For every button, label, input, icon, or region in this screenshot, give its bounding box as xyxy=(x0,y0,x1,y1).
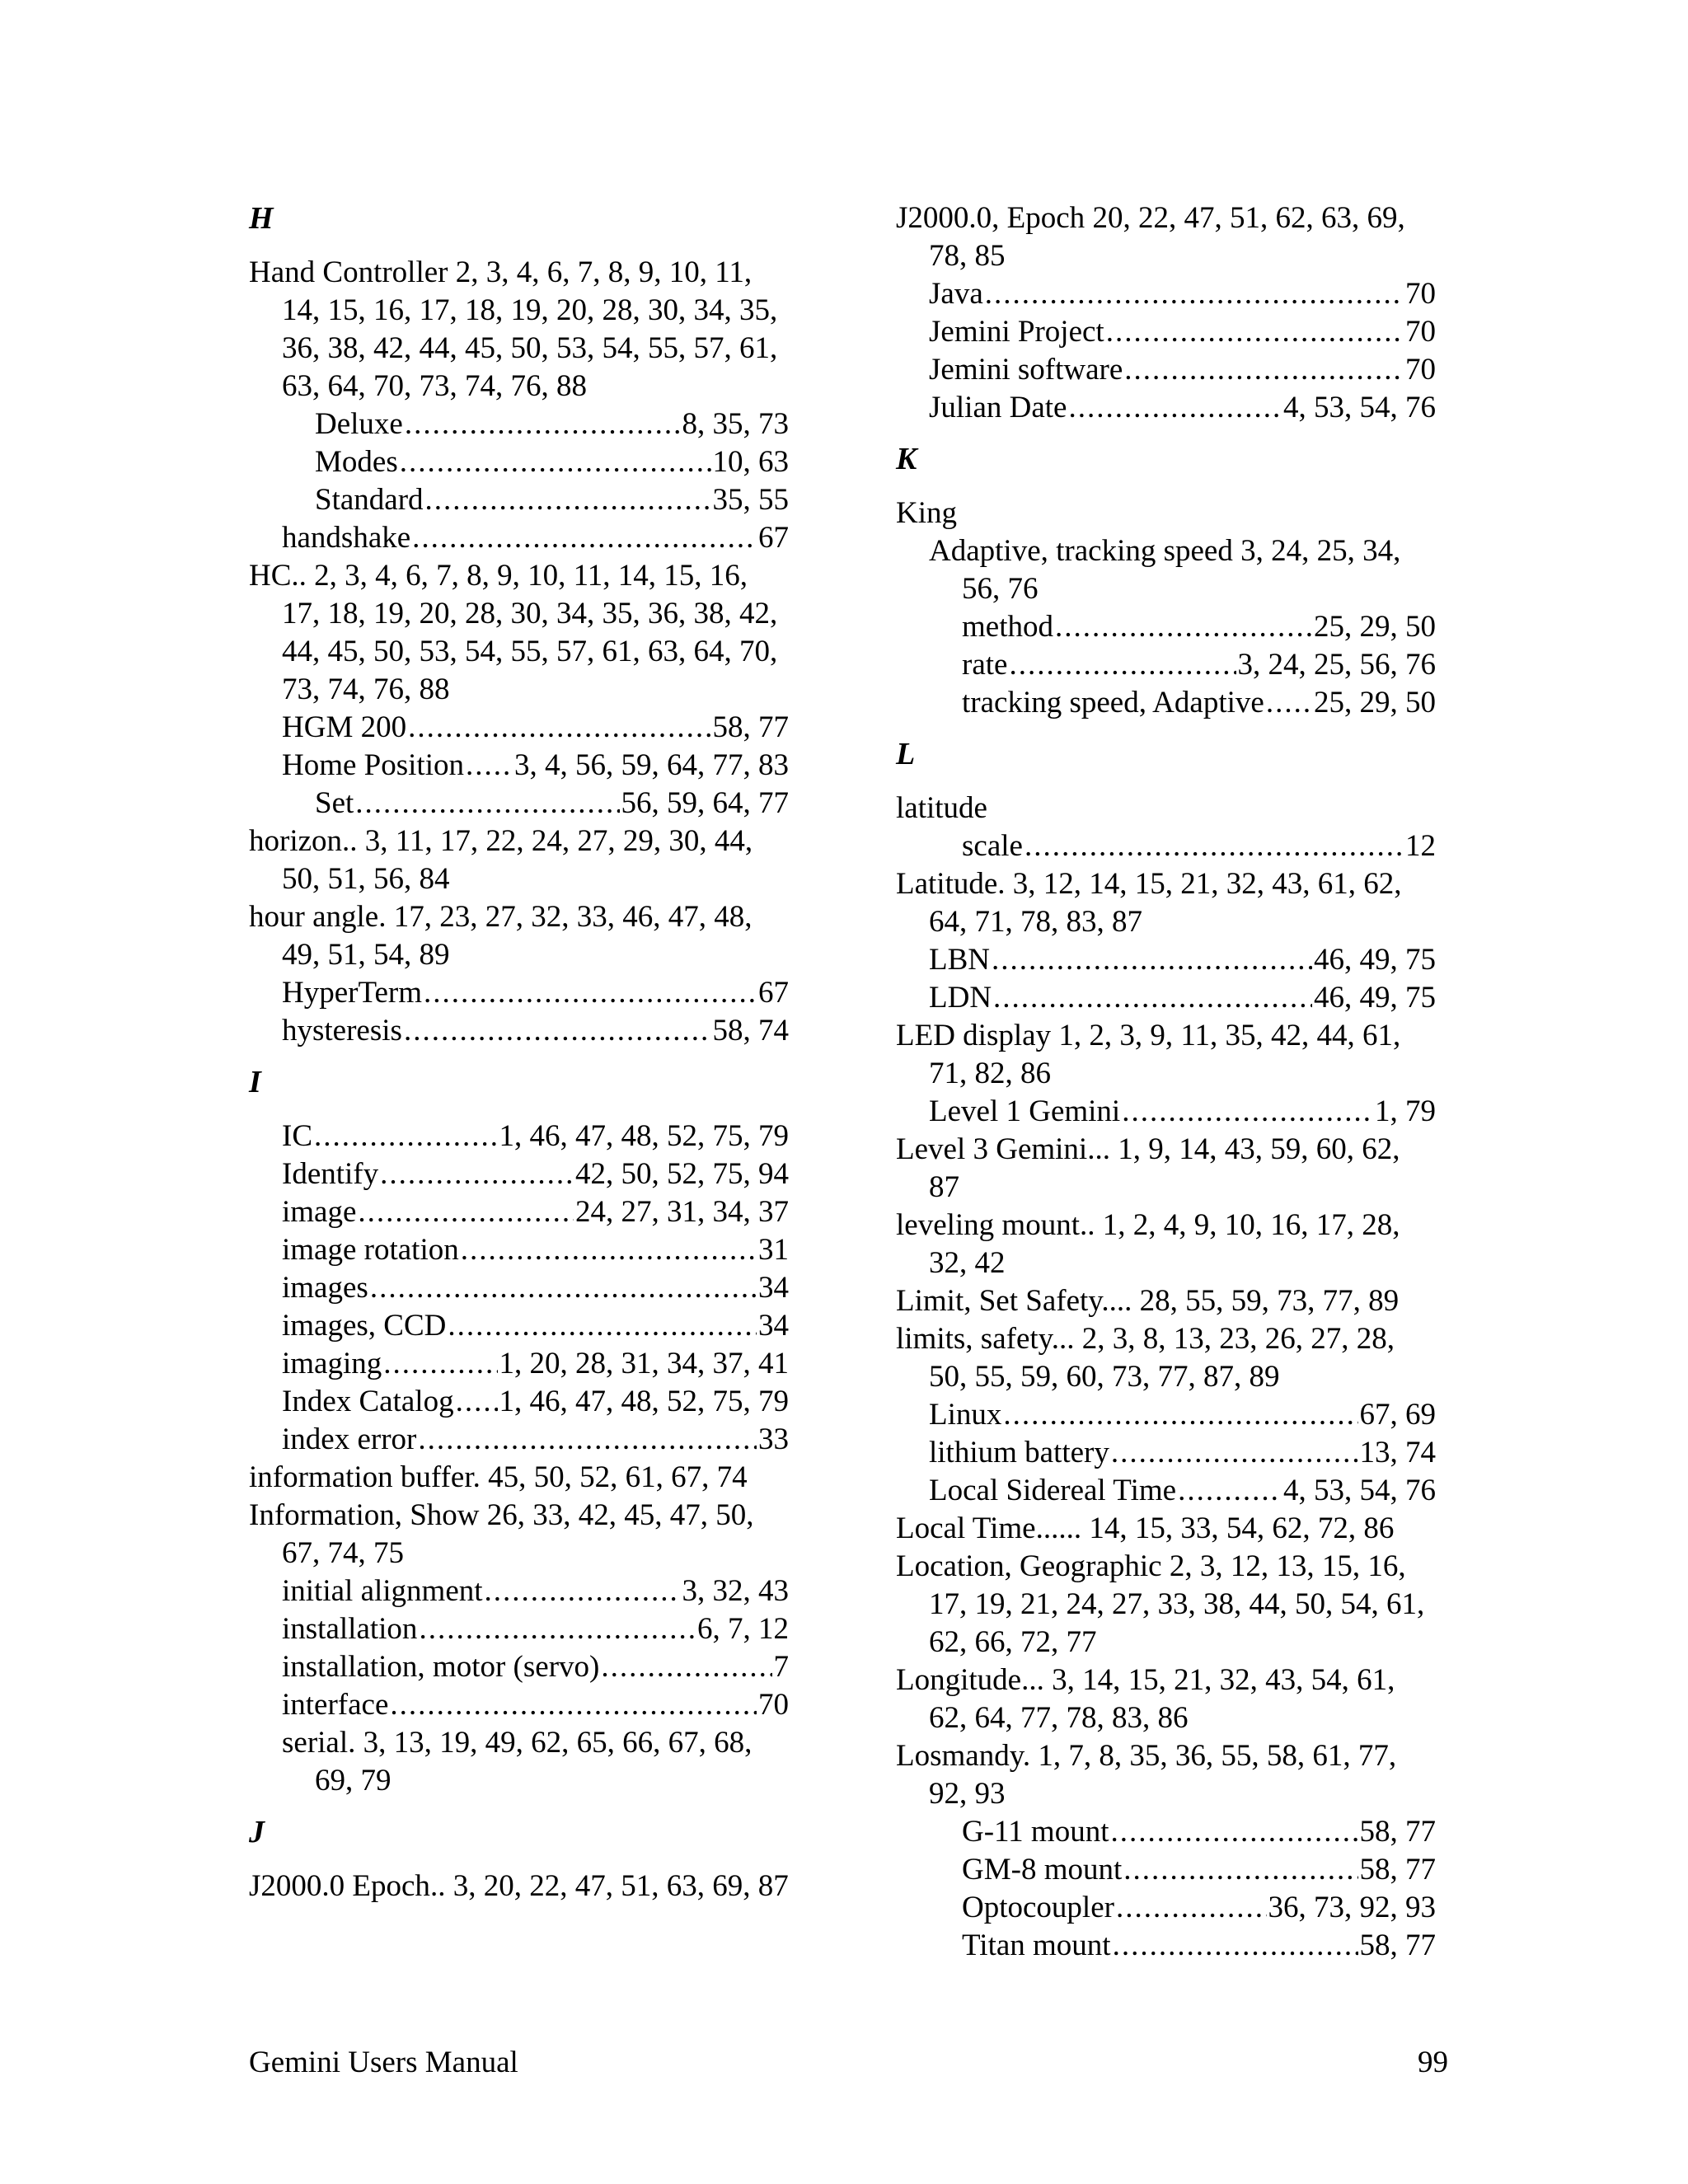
index-entry xyxy=(896,1661,1436,1737)
dot-leader xyxy=(1003,1396,1357,1434)
index-letter-heading: L xyxy=(896,737,916,771)
index-page-refs: 3, 24, 25, 56, 76 xyxy=(1237,648,1436,682)
index-page-refs: 70 xyxy=(1405,277,1436,311)
index-entry xyxy=(896,1737,1436,1813)
index-page-refs: 4, 53, 54, 76 xyxy=(1283,1474,1436,1507)
index-page-refs: 67 xyxy=(758,521,789,555)
dot-leader xyxy=(1116,1889,1267,1927)
index-entry xyxy=(896,1320,1436,1396)
index-term: leveling mount xyxy=(896,1208,1080,1242)
index-term: HyperTerm xyxy=(282,976,423,1010)
footer-page-number: 99 xyxy=(1418,2046,1448,2079)
index-term: HC xyxy=(249,559,292,593)
index-entry xyxy=(249,1012,789,1050)
index-entry xyxy=(896,351,1436,389)
index-entry xyxy=(896,1510,1436,1548)
index-term: Home Position xyxy=(282,748,464,782)
dot-leader xyxy=(448,1307,757,1345)
index-entry xyxy=(249,974,789,1012)
index-entry xyxy=(249,1307,789,1345)
index-page-refs: ...... 14, 15, 33, 54, 62, 72, 86 xyxy=(1035,1511,1395,1545)
index-page-refs: 1, 46, 47, 48, 52, 75, 79 xyxy=(499,1119,789,1153)
index-term: Location, Geographic xyxy=(896,1549,1162,1583)
dot-leader xyxy=(390,1686,757,1724)
index-page-refs: 10, 63 xyxy=(712,445,789,479)
index-entry xyxy=(896,646,1436,684)
index-letter-heading: I xyxy=(249,1065,261,1099)
index-term: method xyxy=(962,610,1053,644)
dot-leader xyxy=(485,1572,681,1610)
index-term: latitude xyxy=(896,791,987,825)
dot-leader xyxy=(1266,684,1312,722)
index-page-refs: 46, 49, 75 xyxy=(1314,943,1436,977)
index-term: serial xyxy=(282,1726,349,1760)
index-page-refs: 8, 35, 73 xyxy=(682,407,789,441)
dot-leader xyxy=(400,443,711,481)
index-entry xyxy=(896,1548,1436,1661)
index-entry xyxy=(896,313,1436,351)
dot-leader xyxy=(601,1648,771,1686)
index-page-refs: 34 xyxy=(758,1309,789,1343)
index-term: LDN xyxy=(929,981,992,1015)
index-term: hour angle xyxy=(249,900,379,934)
dot-leader xyxy=(1009,646,1236,684)
index-entry xyxy=(249,1231,789,1269)
index-entry xyxy=(249,1724,789,1800)
index-page-refs: 1, 2, 3, 9, 11, 35, 42, 44, 61, 71, 82, 86 xyxy=(929,1019,1401,1090)
index-entry xyxy=(249,254,789,405)
index-term: J2000.0, Epoch xyxy=(896,201,1085,235)
index-page-refs: . 45, 50, 52, 61, 67, 74 xyxy=(472,1460,748,1494)
dot-leader xyxy=(1123,1851,1357,1889)
index-term: Titan mount xyxy=(962,1929,1111,1962)
index-page-refs: .. 3, 11, 17, 22, 24, 27, 29, 30, 44, 50, 51, 56, 84 xyxy=(282,824,753,896)
dot-leader xyxy=(1055,608,1312,646)
index-entry xyxy=(249,898,789,974)
index-entry xyxy=(896,1472,1436,1510)
dot-leader xyxy=(425,481,711,519)
index-entry xyxy=(896,1282,1436,1320)
index-term: information buffer xyxy=(249,1460,473,1494)
index-term: Julian Date xyxy=(929,391,1067,424)
index-letter-heading: J xyxy=(249,1815,265,1849)
index-entry xyxy=(249,1421,789,1459)
index-letter-heading: H xyxy=(249,201,274,236)
dot-leader xyxy=(418,1421,757,1459)
index-page-refs: 4, 53, 54, 76 xyxy=(1283,391,1436,424)
index-term: Index Catalog xyxy=(282,1385,454,1418)
index-page-refs: 25, 29, 50 xyxy=(1314,610,1436,644)
index-entry xyxy=(249,1269,789,1307)
index-page-refs: 67, 69 xyxy=(1359,1398,1436,1432)
index-term: lithium battery xyxy=(929,1436,1109,1469)
index-page-refs: 42, 50, 52, 75, 94 xyxy=(575,1157,789,1191)
index-page-refs: ... 1, 9, 14, 43, 59, 60, 62, 87 xyxy=(929,1132,1400,1204)
index-page-refs: 58, 77 xyxy=(1359,1929,1436,1962)
index-page-refs: 58, 77 xyxy=(712,710,789,744)
index-entry xyxy=(896,199,1436,275)
index-entry xyxy=(249,481,789,519)
index-page-refs: .... 28, 55, 59, 73, 77, 89 xyxy=(1101,1284,1400,1318)
dot-leader xyxy=(412,519,757,557)
dot-leader xyxy=(1111,1434,1358,1472)
index-term: Java xyxy=(929,277,983,311)
index-page-refs: 3, 24, 25, 34, 56, 76 xyxy=(962,534,1401,606)
dot-leader xyxy=(1025,827,1404,865)
dot-leader xyxy=(404,1012,711,1050)
index-entry xyxy=(896,532,1436,608)
index-term: handshake xyxy=(282,521,411,555)
index-term: GM-8 mount xyxy=(962,1853,1123,1886)
index-term: installation, motor (servo) xyxy=(282,1650,600,1684)
index-term: Longitude xyxy=(896,1663,1022,1697)
index-page-refs: ... 3, 14, 15, 21, 32, 43, 54, 61, 62, 64, 77, 78, 83, 86 xyxy=(929,1663,1395,1735)
index-term: IC xyxy=(282,1119,312,1153)
index-entry xyxy=(896,941,1436,979)
index-page-refs: 58, 77 xyxy=(1359,1815,1436,1849)
dot-leader xyxy=(456,1383,498,1421)
index-page-refs: 26, 33, 42, 45, 47, 50, 67, 74, 75 xyxy=(282,1498,754,1570)
index-entry xyxy=(896,1131,1436,1207)
index-entry xyxy=(896,1927,1436,1965)
index-term: horizon xyxy=(249,824,343,858)
index-page-refs: 33 xyxy=(758,1422,789,1456)
index-page-refs: 70 xyxy=(1405,315,1436,349)
index-column-left xyxy=(249,199,789,1905)
dot-leader xyxy=(358,1193,574,1231)
index-page-refs: 25, 29, 50 xyxy=(1314,686,1436,719)
index-column-right xyxy=(896,199,1436,1965)
index-page-refs: 70 xyxy=(758,1688,789,1722)
index-term: Hand Controller xyxy=(249,255,448,289)
index-entry xyxy=(896,827,1436,865)
index-entry xyxy=(249,405,789,443)
dot-leader xyxy=(1110,1813,1357,1851)
index-entry xyxy=(249,747,789,785)
index-term: images xyxy=(282,1271,368,1305)
index-entry xyxy=(896,1207,1436,1282)
index-entry xyxy=(896,494,1436,532)
index-term: Modes xyxy=(315,445,398,479)
index-entry xyxy=(249,519,789,557)
index-term: interface xyxy=(282,1688,389,1722)
index-page-refs: 24, 27, 31, 34, 37 xyxy=(575,1195,789,1229)
dot-leader xyxy=(419,1610,696,1648)
index-term: Linux xyxy=(929,1398,1002,1432)
dot-leader xyxy=(355,785,619,823)
index-page-refs: 12 xyxy=(1405,829,1436,863)
index-page-refs: 20, 22, 47, 51, 62, 63, 69, 78, 85 xyxy=(929,201,1405,273)
dot-leader xyxy=(314,1118,498,1155)
index-entry xyxy=(896,389,1436,427)
dot-leader xyxy=(1124,351,1404,389)
dot-leader xyxy=(380,1155,574,1193)
index-page-refs: 58, 74 xyxy=(712,1014,789,1047)
index-term: Local Sidereal Time xyxy=(929,1474,1177,1507)
index-term: Adaptive, tracking speed xyxy=(929,534,1233,568)
index-entry xyxy=(896,1889,1436,1927)
index-term: Set xyxy=(315,786,354,820)
dot-leader xyxy=(993,979,1312,1017)
index-term: rate xyxy=(962,648,1008,682)
dot-leader xyxy=(405,405,681,443)
index-term: G-11 mount xyxy=(962,1815,1109,1849)
footer-title: Gemini Users Manual xyxy=(249,2046,518,2079)
dot-leader xyxy=(1122,1093,1373,1131)
index-entry xyxy=(249,1572,789,1610)
index-page-refs: 1, 20, 28, 31, 34, 37, 41 xyxy=(499,1347,789,1380)
index-page-refs: 35, 55 xyxy=(712,483,789,517)
index-term: index error xyxy=(282,1422,417,1456)
dot-leader xyxy=(1106,313,1404,351)
dot-leader xyxy=(1178,1472,1282,1510)
index-page-refs: 13, 74 xyxy=(1359,1436,1436,1469)
index-entry xyxy=(249,1868,789,1905)
index-entry xyxy=(249,1193,789,1231)
index-page-refs: 70 xyxy=(1405,353,1436,387)
index-page-refs: 58, 77 xyxy=(1359,1853,1436,1886)
index-term: image rotation xyxy=(282,1233,459,1267)
index-page-refs: 7 xyxy=(773,1650,789,1684)
index-term: Jemini Project xyxy=(929,315,1104,349)
index-entry xyxy=(249,823,789,898)
index-page-refs: ... 2, 3, 8, 13, 23, 26, 27, 28, 50, 55, 59, 60, 73, 77, 87, 89 xyxy=(929,1322,1395,1394)
index-term: Latitude xyxy=(896,867,998,901)
dot-leader xyxy=(985,275,1404,313)
index-entry xyxy=(249,1497,789,1572)
index-term: limits, safety xyxy=(896,1322,1052,1356)
index-term: initial alignment xyxy=(282,1574,483,1608)
index-entry xyxy=(249,1118,789,1155)
index-term: King xyxy=(896,496,957,530)
index-term: LBN xyxy=(929,943,990,977)
index-entry xyxy=(249,1345,789,1383)
index-entry xyxy=(249,1155,789,1193)
index-entry xyxy=(249,1686,789,1724)
index-page-refs: 34 xyxy=(758,1271,789,1305)
index-page-refs: .. 3, 20, 22, 47, 51, 63, 69, 87 xyxy=(429,1869,789,1903)
index-term: Optocoupler xyxy=(962,1891,1114,1924)
index-term: Jemini software xyxy=(929,353,1123,387)
index-page-refs: 56, 59, 64, 77 xyxy=(621,786,789,820)
index-term: Level 3 Gemini xyxy=(896,1132,1088,1166)
index-page-refs: 2, 3, 12, 13, 15, 16, 17, 19, 21, 24, 27, 33, 38, 44, 50, 54, 61, 62, 66, 72, 77 xyxy=(929,1549,1425,1659)
index-entry xyxy=(249,785,789,823)
index-entry xyxy=(896,790,1436,827)
index-entry xyxy=(249,443,789,481)
index-entry xyxy=(896,865,1436,941)
index-term: image xyxy=(282,1195,357,1229)
index-page-refs: .. 1, 2, 4, 9, 10, 16, 17, 28, 32, 42 xyxy=(929,1208,1400,1280)
index-term: Identify xyxy=(282,1157,379,1191)
index-term: HGM 200 xyxy=(282,710,407,744)
index-term: installation xyxy=(282,1612,418,1646)
index-term: Level 1 Gemini xyxy=(929,1094,1121,1128)
index-page-refs: 67 xyxy=(758,976,789,1010)
index-entry xyxy=(249,1459,789,1497)
index-page-refs: 36, 73, 92, 93 xyxy=(1268,1891,1436,1924)
dot-leader xyxy=(992,941,1312,979)
index-letter-heading: K xyxy=(896,442,917,476)
index-term: Deluxe xyxy=(315,407,403,441)
index-page-refs: 3, 32, 43 xyxy=(682,1574,789,1608)
index-entry xyxy=(896,979,1436,1017)
index-page-refs: 31 xyxy=(758,1233,789,1267)
index-term: hysteresis xyxy=(282,1014,402,1047)
index-page-refs: . 1, 7, 8, 35, 36, 55, 58, 61, 77, 92, 93 xyxy=(929,1739,1397,1811)
index-term: scale xyxy=(962,829,1023,863)
index-entry xyxy=(896,684,1436,722)
index-term: tracking speed, Adaptive xyxy=(962,686,1264,719)
index-entry xyxy=(896,1396,1436,1434)
index-entry xyxy=(896,1093,1436,1131)
index-term: imaging xyxy=(282,1347,382,1380)
index-term: Losmandy xyxy=(896,1739,1023,1773)
index-entry xyxy=(249,709,789,747)
index-page-refs: 3, 4, 56, 59, 64, 77, 83 xyxy=(514,748,789,782)
index-page-refs: . 17, 23, 27, 32, 33, 46, 47, 48, 49, 51, 54, 89 xyxy=(282,900,753,972)
dot-leader xyxy=(466,747,513,785)
dot-leader xyxy=(383,1345,497,1383)
index-page-refs: 46, 49, 75 xyxy=(1314,981,1436,1015)
index-entry xyxy=(249,557,789,709)
index-page-refs: 2, 3, 4, 6, 7, 8, 9, 10, 11, 14, 15, 16, 17, 18, 19, 20, 28, 30, 34, 35, 36, 38, 42, 44, 45, 50, 53, 54, 55, 57, 61, 63, 64, 70, 73, 74, 76, 88 xyxy=(282,255,778,403)
index-page-refs: .. 2, 3, 4, 6, 7, 8, 9, 10, 11, 14, 15, 16, 17, 18, 19, 20, 28, 30, 34, 35, 36, 38, 42, 44, 45, 50, 53, 54, 55, 57, 61, 63, 64, 70, 73, 74, 76, 88 xyxy=(282,559,778,706)
index-entry xyxy=(249,1383,789,1421)
index-entry xyxy=(249,1648,789,1686)
dot-leader xyxy=(408,709,710,747)
index-term: LED display xyxy=(896,1019,1052,1052)
index-entry xyxy=(896,275,1436,313)
index-term: Local Time xyxy=(896,1511,1036,1545)
index-term: J2000.0 Epoch xyxy=(249,1869,430,1903)
index-entry xyxy=(896,1851,1436,1889)
index-term: images, CCD xyxy=(282,1309,447,1343)
index-entry xyxy=(896,1017,1436,1093)
dot-leader xyxy=(1068,389,1282,427)
index-entry xyxy=(249,1610,789,1648)
index-term: Limit, Set Safety xyxy=(896,1284,1102,1318)
index-entry xyxy=(896,608,1436,646)
dot-leader xyxy=(424,974,757,1012)
index-page-refs: . 3, 12, 14, 15, 21, 32, 43, 61, 62, 64, 71, 78, 83, 87 xyxy=(929,867,1402,939)
index-term: Information, Show xyxy=(249,1498,480,1532)
dot-leader xyxy=(1113,1927,1358,1965)
index-page-refs: 1, 79 xyxy=(1375,1094,1436,1128)
index-entry xyxy=(896,1434,1436,1472)
index-page-refs: 1, 46, 47, 48, 52, 75, 79 xyxy=(499,1385,789,1418)
index-page-refs: . 3, 13, 19, 49, 62, 65, 66, 67, 68, 69, 79 xyxy=(315,1726,753,1797)
index-entry xyxy=(896,1813,1436,1851)
dot-leader xyxy=(370,1269,757,1307)
dot-leader xyxy=(461,1231,757,1269)
index-page-refs: 6, 7, 12 xyxy=(697,1612,789,1646)
index-term: Standard xyxy=(315,483,424,517)
